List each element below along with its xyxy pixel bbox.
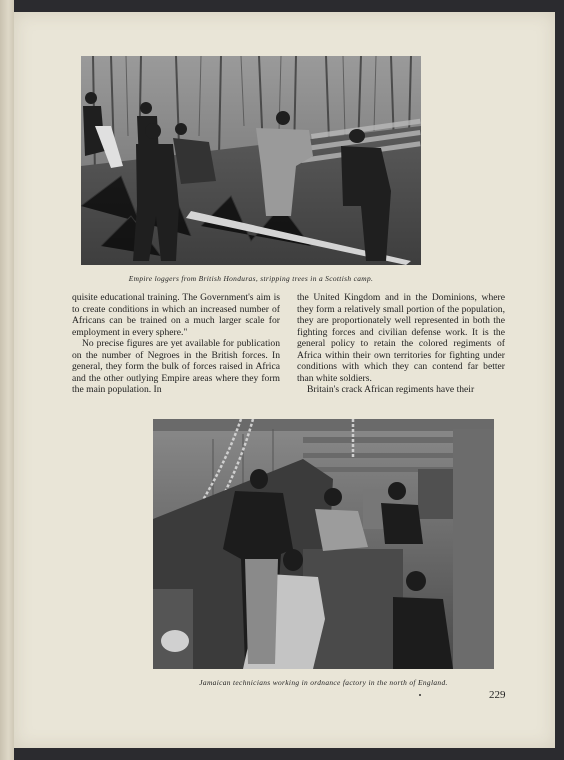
book-page [14, 12, 555, 748]
right-paragraph-2: Britain's crack African regiments have their [307, 384, 475, 396]
left-paragraph-2: No precise figures are yet available for publication on the number of Negroes in the British forces. In general, they form the bulk of forces raised in Africa and the other outlying Empire areas where they form the main population. In [72, 338, 280, 396]
left-paragraph-1: quisite educational training. The Government's aim is to create conditions in which an increased number of Africans can be trained on a much larger scale for employment in every sphere." [72, 292, 280, 338]
bottom-photo-caption: Jamaican technicians working in ordnance factory in the north of England. [199, 678, 448, 687]
book-spine-edge [0, 0, 14, 760]
right-text-column [297, 292, 505, 396]
loggers-photo [81, 56, 421, 265]
right-paragraph-1: the United Kingdom and in the Dominions, where they form a relatively small portion of the population, they are proportionately well represented in both the fighting forces and civilian defense work. It is the general policy to retain the colored regiments of Africa within their own territories for fighting under conditions with which they can contend far better than white soldiers. [297, 292, 505, 384]
page-number: 229 [489, 689, 506, 701]
printer-mark-dot [419, 694, 421, 696]
technicians-photo [153, 419, 494, 669]
left-text-column [72, 292, 280, 396]
top-photo-caption: Empire loggers from British Honduras, stripping trees in a Scottish camp. [128, 274, 374, 283]
